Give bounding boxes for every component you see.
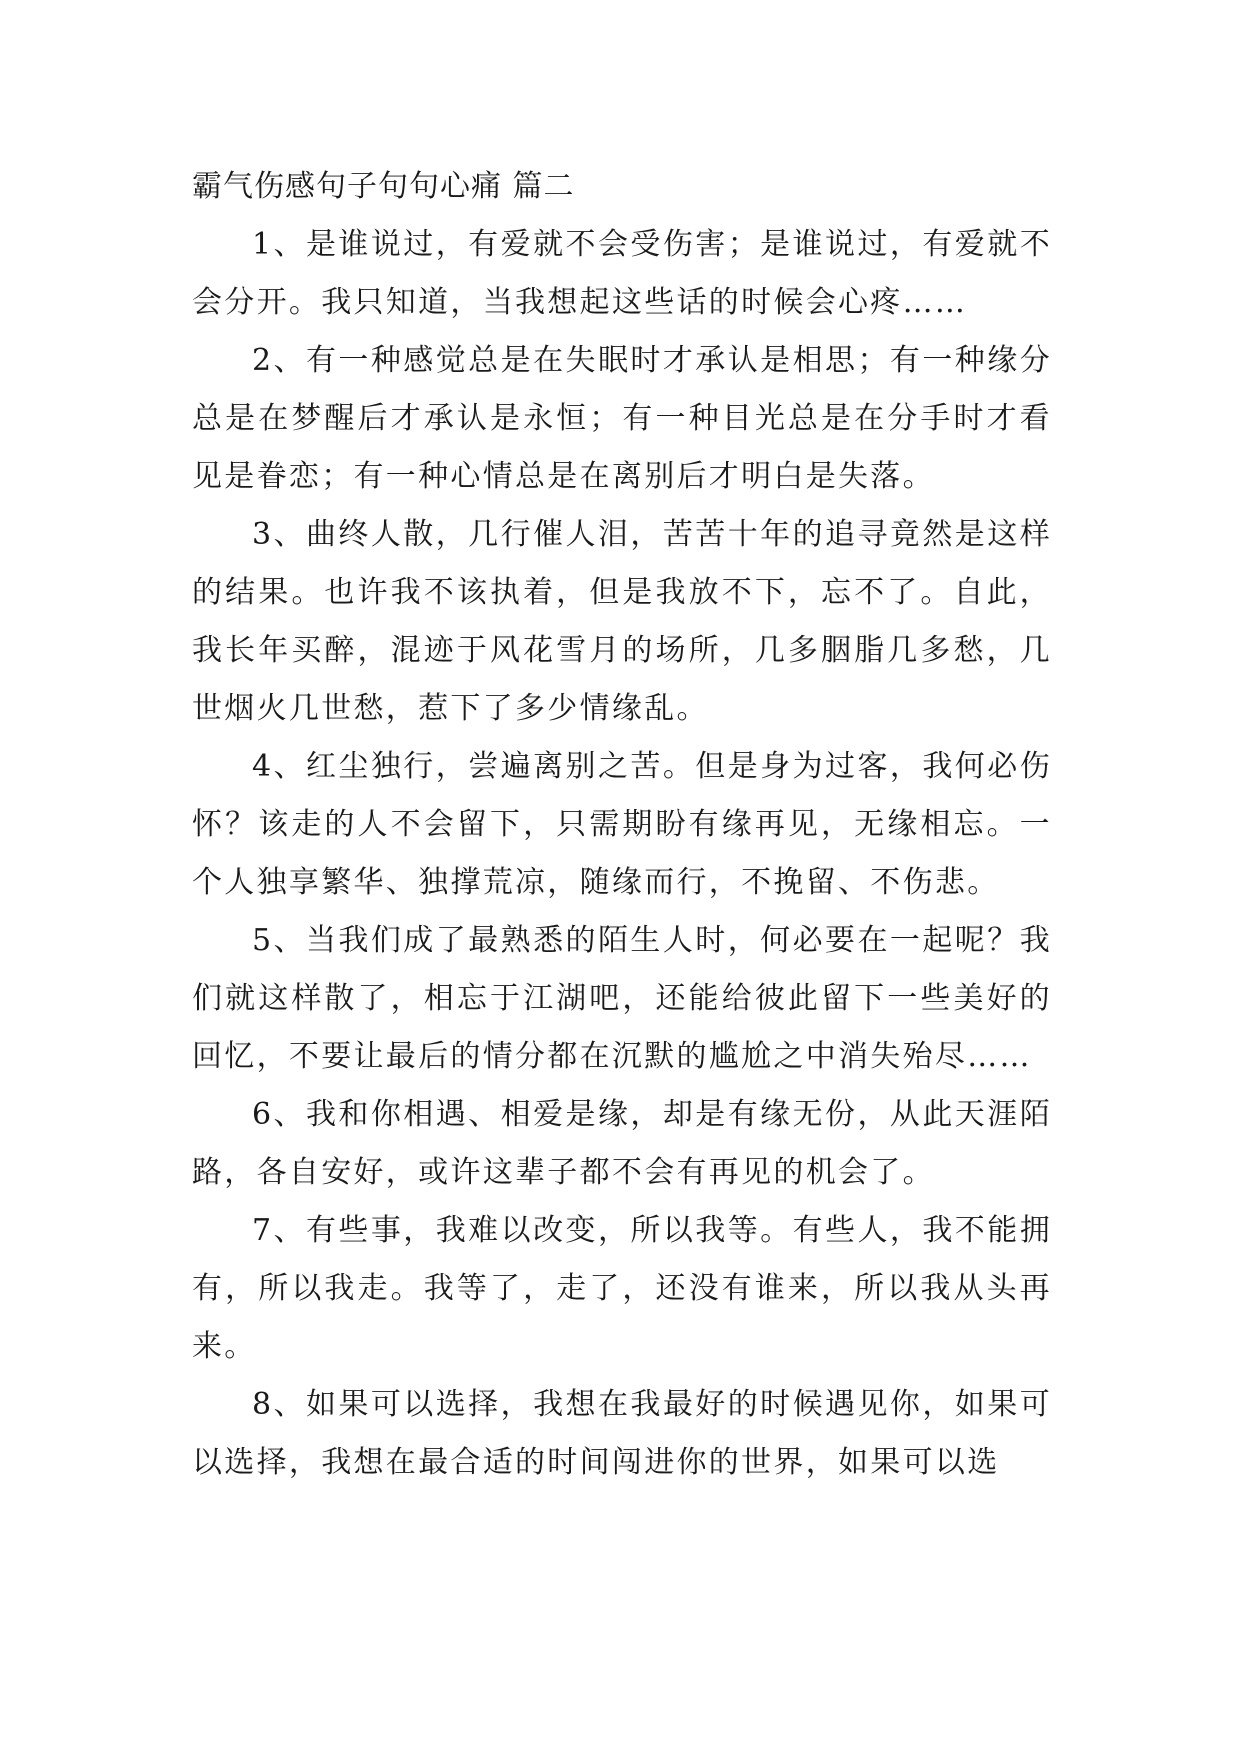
paragraph-8: 8、如果可以选择，我想在我最好的时候遇见你，如果可以选择，我想在最合适的时间闯进你的世界，如果可以选	[192, 1387, 1052, 1480]
document-title: 霸气伤感句子句句心痛 篇二	[192, 169, 575, 204]
paragraph-2: 2、有一种感觉总是在失眠时才承认是相思；有一种缘分总是在梦醒后才承认是永恒；有一种目光总是在分手时才看见是眷恋；有一种心情总是在离别后才明白是失落。	[192, 343, 1052, 494]
paragraph-7: 7、有些事，我难以改变，所以我等。有些人，我不能拥有，所以我走。我等了，走了，还没有谁来，所以我从头再来。	[192, 1213, 1052, 1364]
paragraph-1: 1、是谁说过，有爱就不会受伤害；是谁说过，有爱就不会分开。我只知道，当我想起这些话的时候会心疼……	[192, 227, 1052, 320]
paragraph-5: 5、当我们成了最熟悉的陌生人时，何必要在一起呢？我们就这样散了，相忘于江湖吧，还能给彼此留下一些美好的回忆，不要让最后的情分都在沉默的尴尬之中消失殆尽……	[192, 923, 1052, 1074]
document-page	[192, 158, 1052, 1492]
paragraph-3: 3、曲终人散，几行催人泪，苦苦十年的追寻竟然是这样的结果。也许我不该执着，但是我放不下，忘不了。自此，我长年买醉，混迹于风花雪月的场所，几多胭脂几多愁，几世烟火几世愁，惹下了多少情缘乱。	[192, 517, 1052, 726]
paragraph-4: 4、红尘独行，尝遍离别之苦。但是身为过客，我何必伤怀？该走的人不会留下，只需期盼有缘再见，无缘相忘。一个人独享繁华、独撑荒凉，随缘而行，不挽留、不伤悲。	[192, 749, 1052, 900]
paragraph-6: 6、我和你相遇、相爱是缘，却是有缘无份，从此天涯陌路，各自安好，或许这辈子都不会有再见的机会了。	[192, 1097, 1052, 1190]
